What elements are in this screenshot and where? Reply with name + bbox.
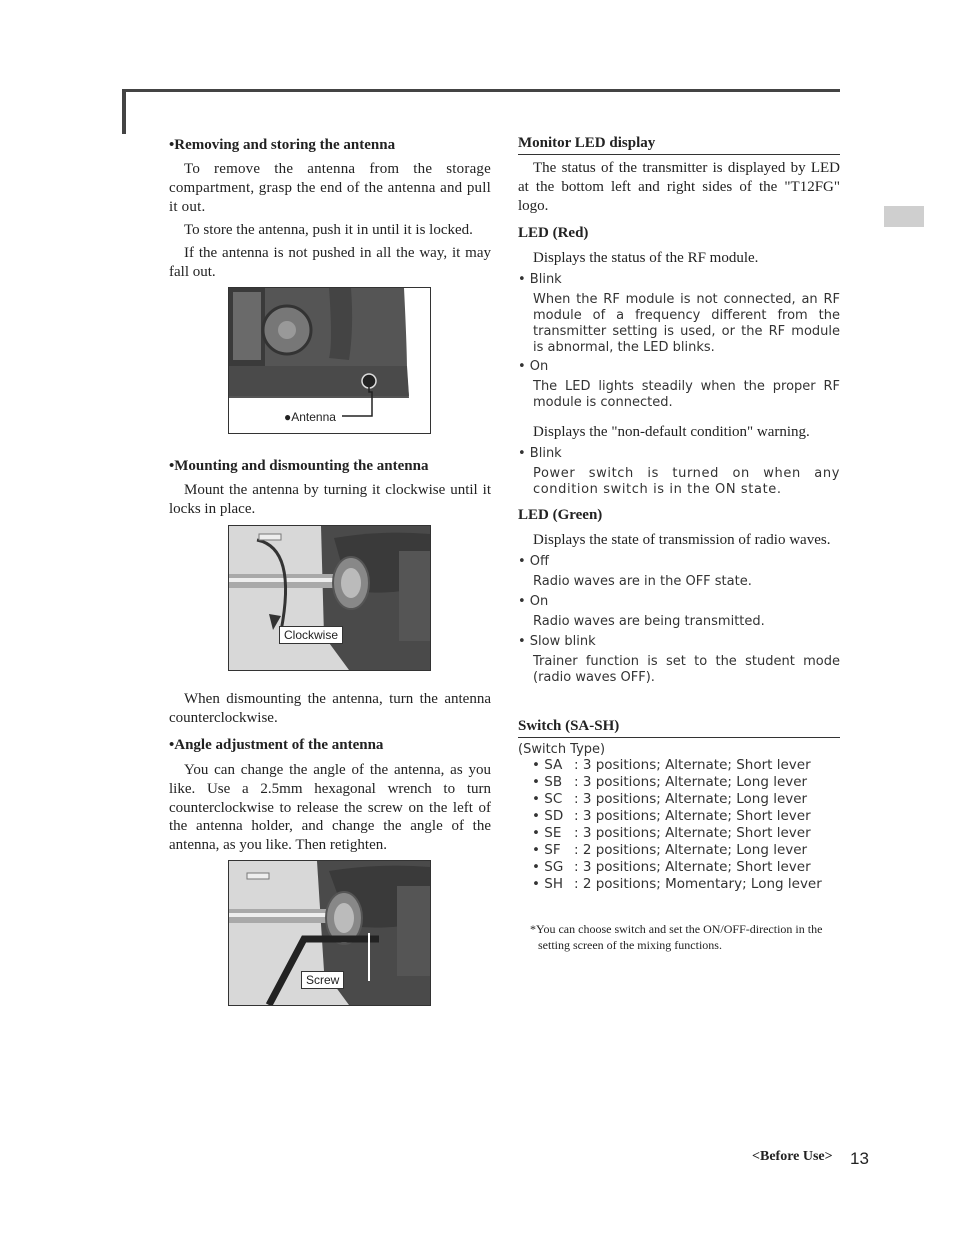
led-red-heading: LED (Red) [518,225,589,241]
switch-row-sa: • SA : 3 positions; Alternate; Short lever [532,757,811,773]
switch-row-sh: • SH : 2 positions; Momentary; Long lever [532,876,822,892]
angle-paragraph-1: You can change the angle of the antenna, as you like. Use a 2.5mm hexagonal wrench to turn counterclockwise to release the screw on the left of the antenna holder, and change the angle of the antenna, as you like. Then retighten. [169,762,491,854]
switch-note: *You can choose switch and set the ON/OFF-direction in the setting screen of the mixing functions. [530,922,823,952]
led-green-on-text: Radio waves are being transmitted. [533,614,765,629]
switch-row-sf: • SF : 2 positions; Alternate; Long lever [532,842,808,858]
angle-heading: •Angle adjustment of the antenna [169,737,384,753]
monitor-rule [518,154,840,155]
antenna-storage-photo [228,287,431,434]
switch-row-sg: • SG : 3 positions; Alternate; Short lever [532,859,811,875]
switch-row-sb: • SB : 3 positions; Alternate; Long lever [532,774,808,790]
mounting-paragraph-2: When dismounting the antenna, turn the antenna counterclockwise. [169,691,491,726]
led-red-intro-2: Displays the "non-default condition" warning. [533,424,810,440]
mounting-heading: •Mounting and dismounting the antenna [169,458,429,474]
clockwise-label: Clockwise [279,626,343,644]
led-red-blink2-label: • Blink [518,446,562,461]
led-green-intro: Displays the state of transmission of radio waves. [533,532,831,548]
led-green-slow-text: Trainer function is set to the student mode (radio waves OFF). [533,654,840,685]
clockwise-photo [228,525,431,671]
led-green-heading: LED (Green) [518,507,603,523]
led-green-on-label: • On [518,594,549,609]
screw-photo [228,860,431,1006]
monitor-paragraph: The status of the transmitter is displayed by LED at the bottom left and right sides of the "T12FG" logo. [518,160,840,214]
led-red-blink-text: When the RF module is not connected, an RF module of a frequency different from the transmitter setting is used, or the RF module is abnormal, the LED blinks. [533,292,840,355]
removing-heading: •Removing and storing the antenna [169,137,396,153]
switch-rule [518,737,840,738]
page-number: 13 [850,1149,869,1168]
footer-section-label: <Before Use> [752,1149,833,1164]
switch-row-se: • SE : 3 positions; Alternate; Short lever [532,825,811,841]
removing-paragraph-2: To store the antenna, push it in until it is locked. [184,222,473,238]
led-red-on-text: The LED lights steadily when the proper RF module is connected. [533,379,840,410]
switch-type-label: (Switch Type) [518,742,606,757]
switch-list [532,757,832,893]
section-tab [884,206,924,227]
mounting-paragraph-1: Mount the antenna by turning it clockwise until it locks in place. [169,482,491,517]
monitor-heading: Monitor LED display [518,135,656,151]
led-red-blink2-text: Power switch is turned on when any condition switch is in the ON state. [533,466,840,497]
screw-label: Screw [301,971,344,989]
led-green-off-label: • Off [518,554,549,569]
led-red-blink-label: • Blink [518,272,562,287]
switch-row-sd: • SD : 3 positions; Alternate; Short lever [532,808,811,824]
switch-row-sc: • SC : 3 positions; Alternate; Long lever [532,791,808,807]
led-red-intro: Displays the status of the RF module. [533,250,759,266]
header-rule [124,89,840,92]
led-green-off-text: Radio waves are in the OFF state. [533,574,752,589]
switch-heading: Switch (SA-SH) [518,718,620,734]
led-green-slow-label: • Slow blink [518,634,596,649]
antenna-label: ●Antenna [284,410,336,424]
led-red-on-label: • On [518,359,549,374]
removing-paragraph-1: To remove the antenna from the storage compartment, grasp the end of the antenna and pull it out. [169,161,491,215]
header-bracket [122,89,126,134]
removing-paragraph-3: If the antenna is not pushed in all the way, it may fall out. [169,245,491,280]
